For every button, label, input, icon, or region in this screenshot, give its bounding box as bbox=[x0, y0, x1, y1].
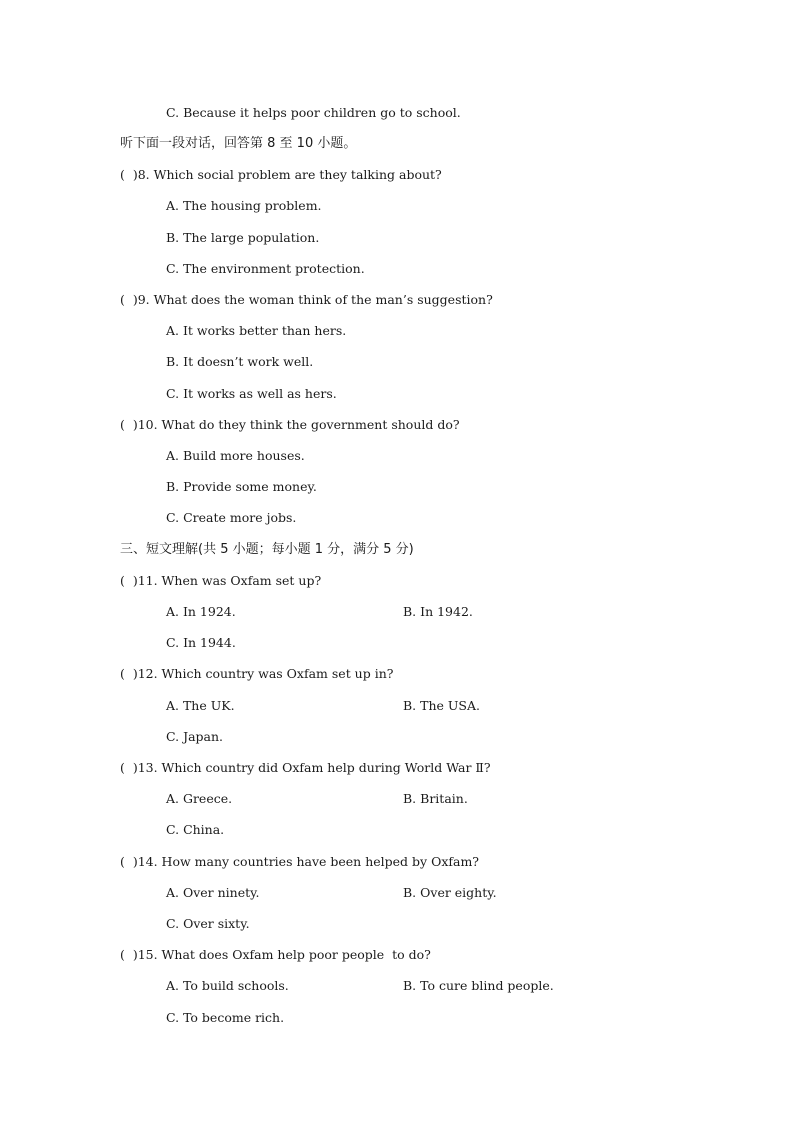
question-8-option-b: B. The large population. bbox=[166, 230, 320, 245]
question-13-option-a: A. Greece. bbox=[166, 791, 233, 806]
question-8-option-a: A. The housing problem. bbox=[166, 198, 322, 213]
question-15-option-b: B. To cure blind people. bbox=[403, 978, 554, 993]
question-11-stem: ( )11. When was Oxfam set up? bbox=[120, 573, 322, 588]
question-11-option-b: B. In 1942. bbox=[403, 604, 473, 619]
question-10-option-b: B. Provide some money. bbox=[166, 479, 317, 494]
question-13-stem: ( )13. Which country did Oxfam help during World War Ⅱ? bbox=[120, 760, 491, 775]
question-9-option-a: A. It works better than hers. bbox=[166, 323, 347, 338]
question-9-option-b: B. It doesn’t work well. bbox=[166, 354, 314, 369]
question-12-option-b: B. The USA. bbox=[403, 698, 480, 713]
question-12-option-c: C. Japan. bbox=[166, 729, 224, 744]
intro-option-c: C. Because it helps poor children go to school. bbox=[166, 105, 461, 120]
question-15-option-c: C. To become rich. bbox=[166, 1010, 285, 1025]
question-9-stem: ( )9. What does the woman think of the man’s suggestion? bbox=[120, 292, 493, 307]
question-12-stem: ( )12. Which country was Oxfam set up in? bbox=[120, 666, 394, 681]
question-14-option-a: A. Over ninety. bbox=[166, 885, 260, 900]
question-11-option-c: C. In 1944. bbox=[166, 635, 236, 650]
question-11-option-a: A. In 1924. bbox=[166, 604, 236, 619]
question-15-option-a: A. To build schools. bbox=[166, 978, 289, 993]
question-10-option-c: C. Create more jobs. bbox=[166, 510, 297, 525]
question-13-option-c: C. China. bbox=[166, 822, 225, 837]
question-14-option-c: C. Over sixty. bbox=[166, 916, 250, 931]
question-12-option-a: A. The UK. bbox=[166, 698, 235, 713]
question-15-stem: ( )15. What does Oxfam help poor people to do? bbox=[120, 947, 431, 962]
question-8-option-c: C. The environment protection. bbox=[166, 261, 365, 276]
question-13-option-b: B. Britain. bbox=[403, 791, 468, 806]
question-9-option-c: C. It works as well as hers. bbox=[166, 386, 337, 401]
question-14-stem: ( )14. How many countries have been helped by Oxfam? bbox=[120, 854, 479, 869]
question-14-option-b: B. Over eighty. bbox=[403, 885, 497, 900]
question-10-option-a: A. Build more houses. bbox=[166, 448, 305, 463]
question-8-stem: ( )8. Which social problem are they talking about? bbox=[120, 167, 442, 182]
section-reading-heading: 三、短文理解(共 5 小题；每小题 1 分，满分 5 分) bbox=[120, 542, 414, 557]
question-10-stem: ( )10. What do they think the government should do? bbox=[120, 417, 460, 432]
section-listening-instruction: 听下面一段对话，回答第 8 至 10 小题。 bbox=[120, 136, 357, 151]
